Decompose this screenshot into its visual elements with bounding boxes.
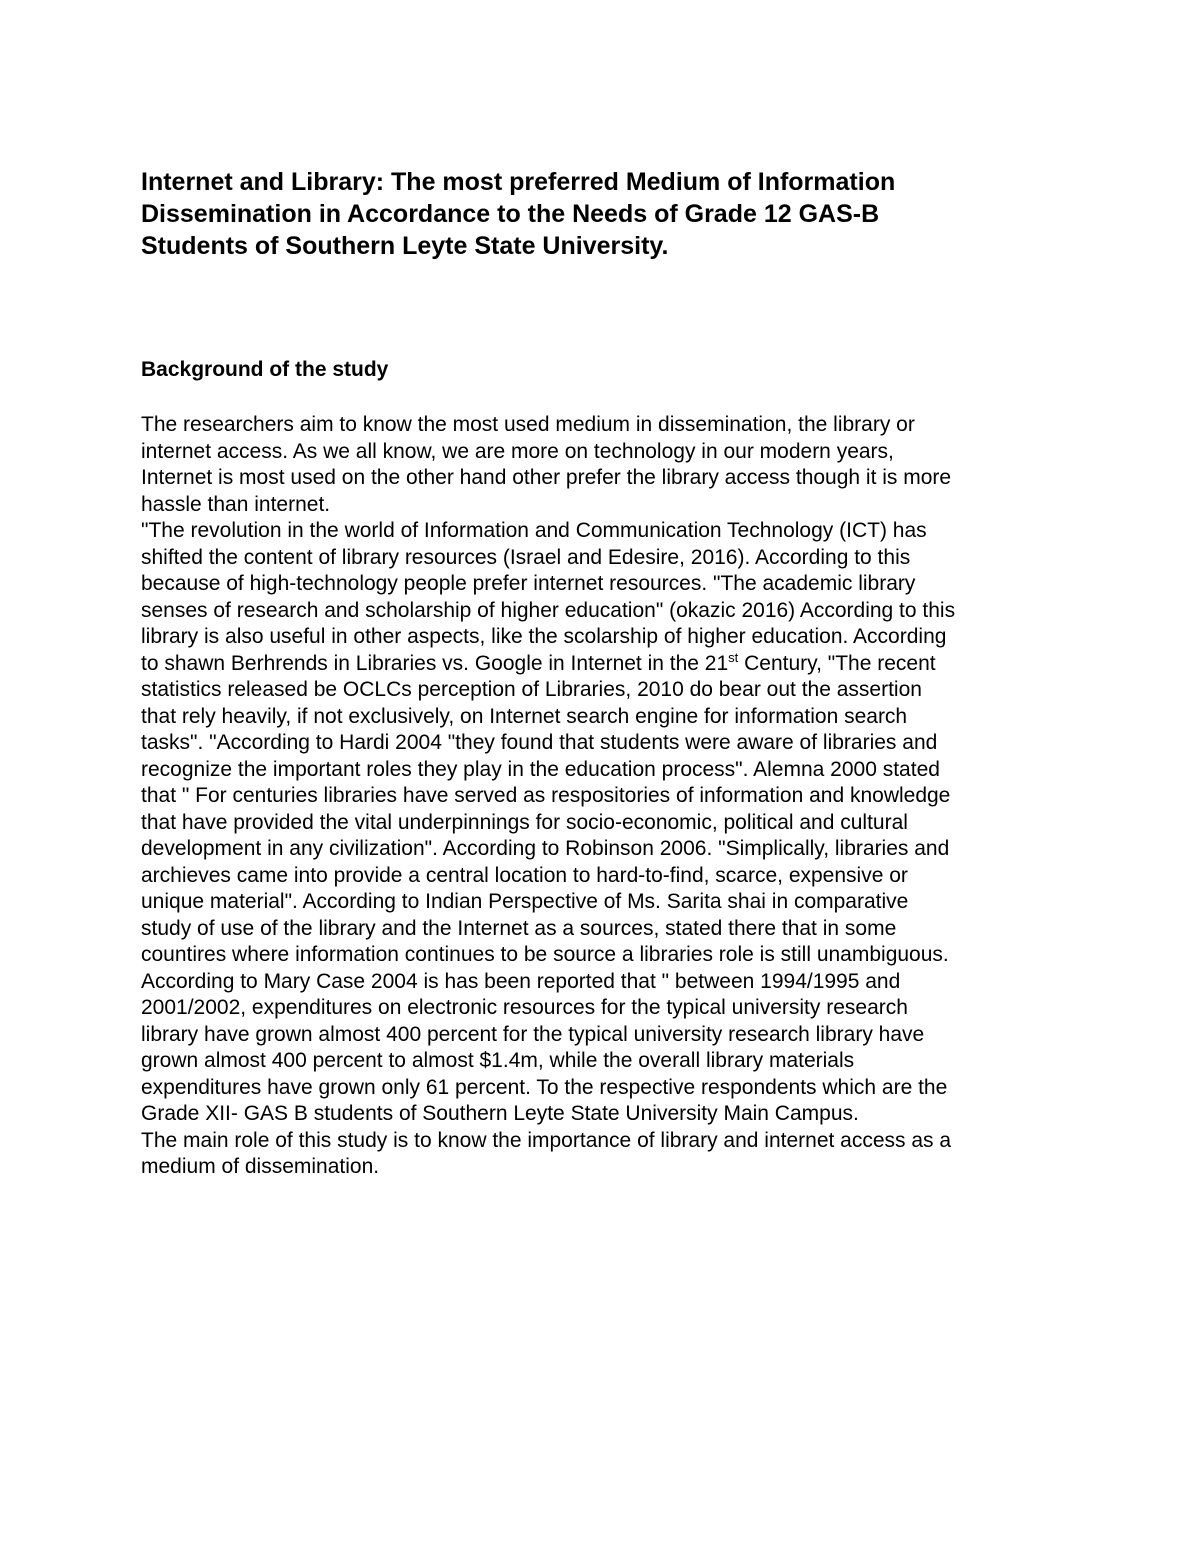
ordinal-superscript: st [728,649,739,665]
body-line: shifted the content of library resources (Israel and Edesire, 2016). According to this [141,545,911,569]
body-line: because of high-technology people prefer internet resources. "The academic library [141,572,916,595]
body-line: countires where information continues to be source a libraries role is still unambiguous. [141,943,949,966]
body-line: grown almost 400 percent to almost $1.4m, while the overall library materials [141,1049,855,1072]
body-line-with-superscript [141,651,1081,678]
body-line: tasks". "According to Hardi 2004 "they found that students were aware of libraries and [141,731,938,754]
body-line: archieves came into provide a central location to hard-to-find, scarce, expensive or [141,863,908,887]
body-line: that rely heavily, if not exclusively, on Internet search engine for information search [141,704,908,728]
body-line: Internet is most used on the other hand other prefer the library access though it is more [141,466,952,489]
body-line: "The revolution in the world of Information and Communication Technology (ICT) has [141,519,927,542]
body-line: The main role of this study is to know the importance of library and internet access as a [141,1128,952,1152]
body-line: Grade XII- GAS B students of Southern Leyte State University Main Campus. [141,1102,859,1125]
body-line-text: Century, "The recent [738,651,936,675]
body-line: statistics released be OCLCs perception of Libraries, 2010 do bear out the assertion [141,678,922,701]
title-line: Internet and Library: The most preferred Medium of Information [141,168,896,196]
title-line: Students of Southern Leyte State University. [141,232,669,260]
body-line: that have provided the vital underpinnings for socio-economic, political and cultural [141,810,908,834]
body-line: library have grown almost 400 percent for the typical university research library have [141,1022,925,1046]
body-line: unique material". According to Indian Perspective of Ms. Sarita shai in comparative [141,890,909,913]
body-line: recognize the important roles they play in the education process". Alemna 2000 stated [141,757,940,781]
body-line: that " For centuries libraries have served as respositories of information and knowledge [141,784,951,807]
body-line: 2001/2002, expenditures on electronic resources for the typical university research [141,996,908,1019]
body-line: The researchers aim to know the most used medium in dissemination, the library or [141,413,915,436]
body-line: internet access. As we all know, we are more on technology in our modern years, [141,439,894,463]
document-title [141,166,1061,262]
body-line: senses of research and scholarship of higher education" (okazic 2016) According to this [141,598,956,622]
body-line: library is also useful in other aspects, like the scolarship of higher education. According [141,625,947,648]
body-line: expenditures have grown only 61 percent. To the respective respondents which are the [141,1075,948,1099]
body-line: development in any civilization". According to Robinson 2006. "Simplically, libraries and [141,837,950,860]
title-line: Dissemination in Accordance to the Needs of Grade 12 GAS-B [141,200,880,228]
section-heading: Background of the study [141,358,389,381]
body-line: medium of dissemination. [141,1155,380,1178]
body-line: According to Mary Case 2004 is has been reported that " between 1994/1995 and [141,969,901,993]
body-paragraph [141,412,1081,1181]
body-line-text: to shawn Berhrends in Libraries vs. Google in Internet in the 21 [141,651,729,675]
body-line: hassle than internet. [141,492,331,516]
body-line: study of use of the library and the Internet as a sources, stated there that in some [141,916,897,940]
